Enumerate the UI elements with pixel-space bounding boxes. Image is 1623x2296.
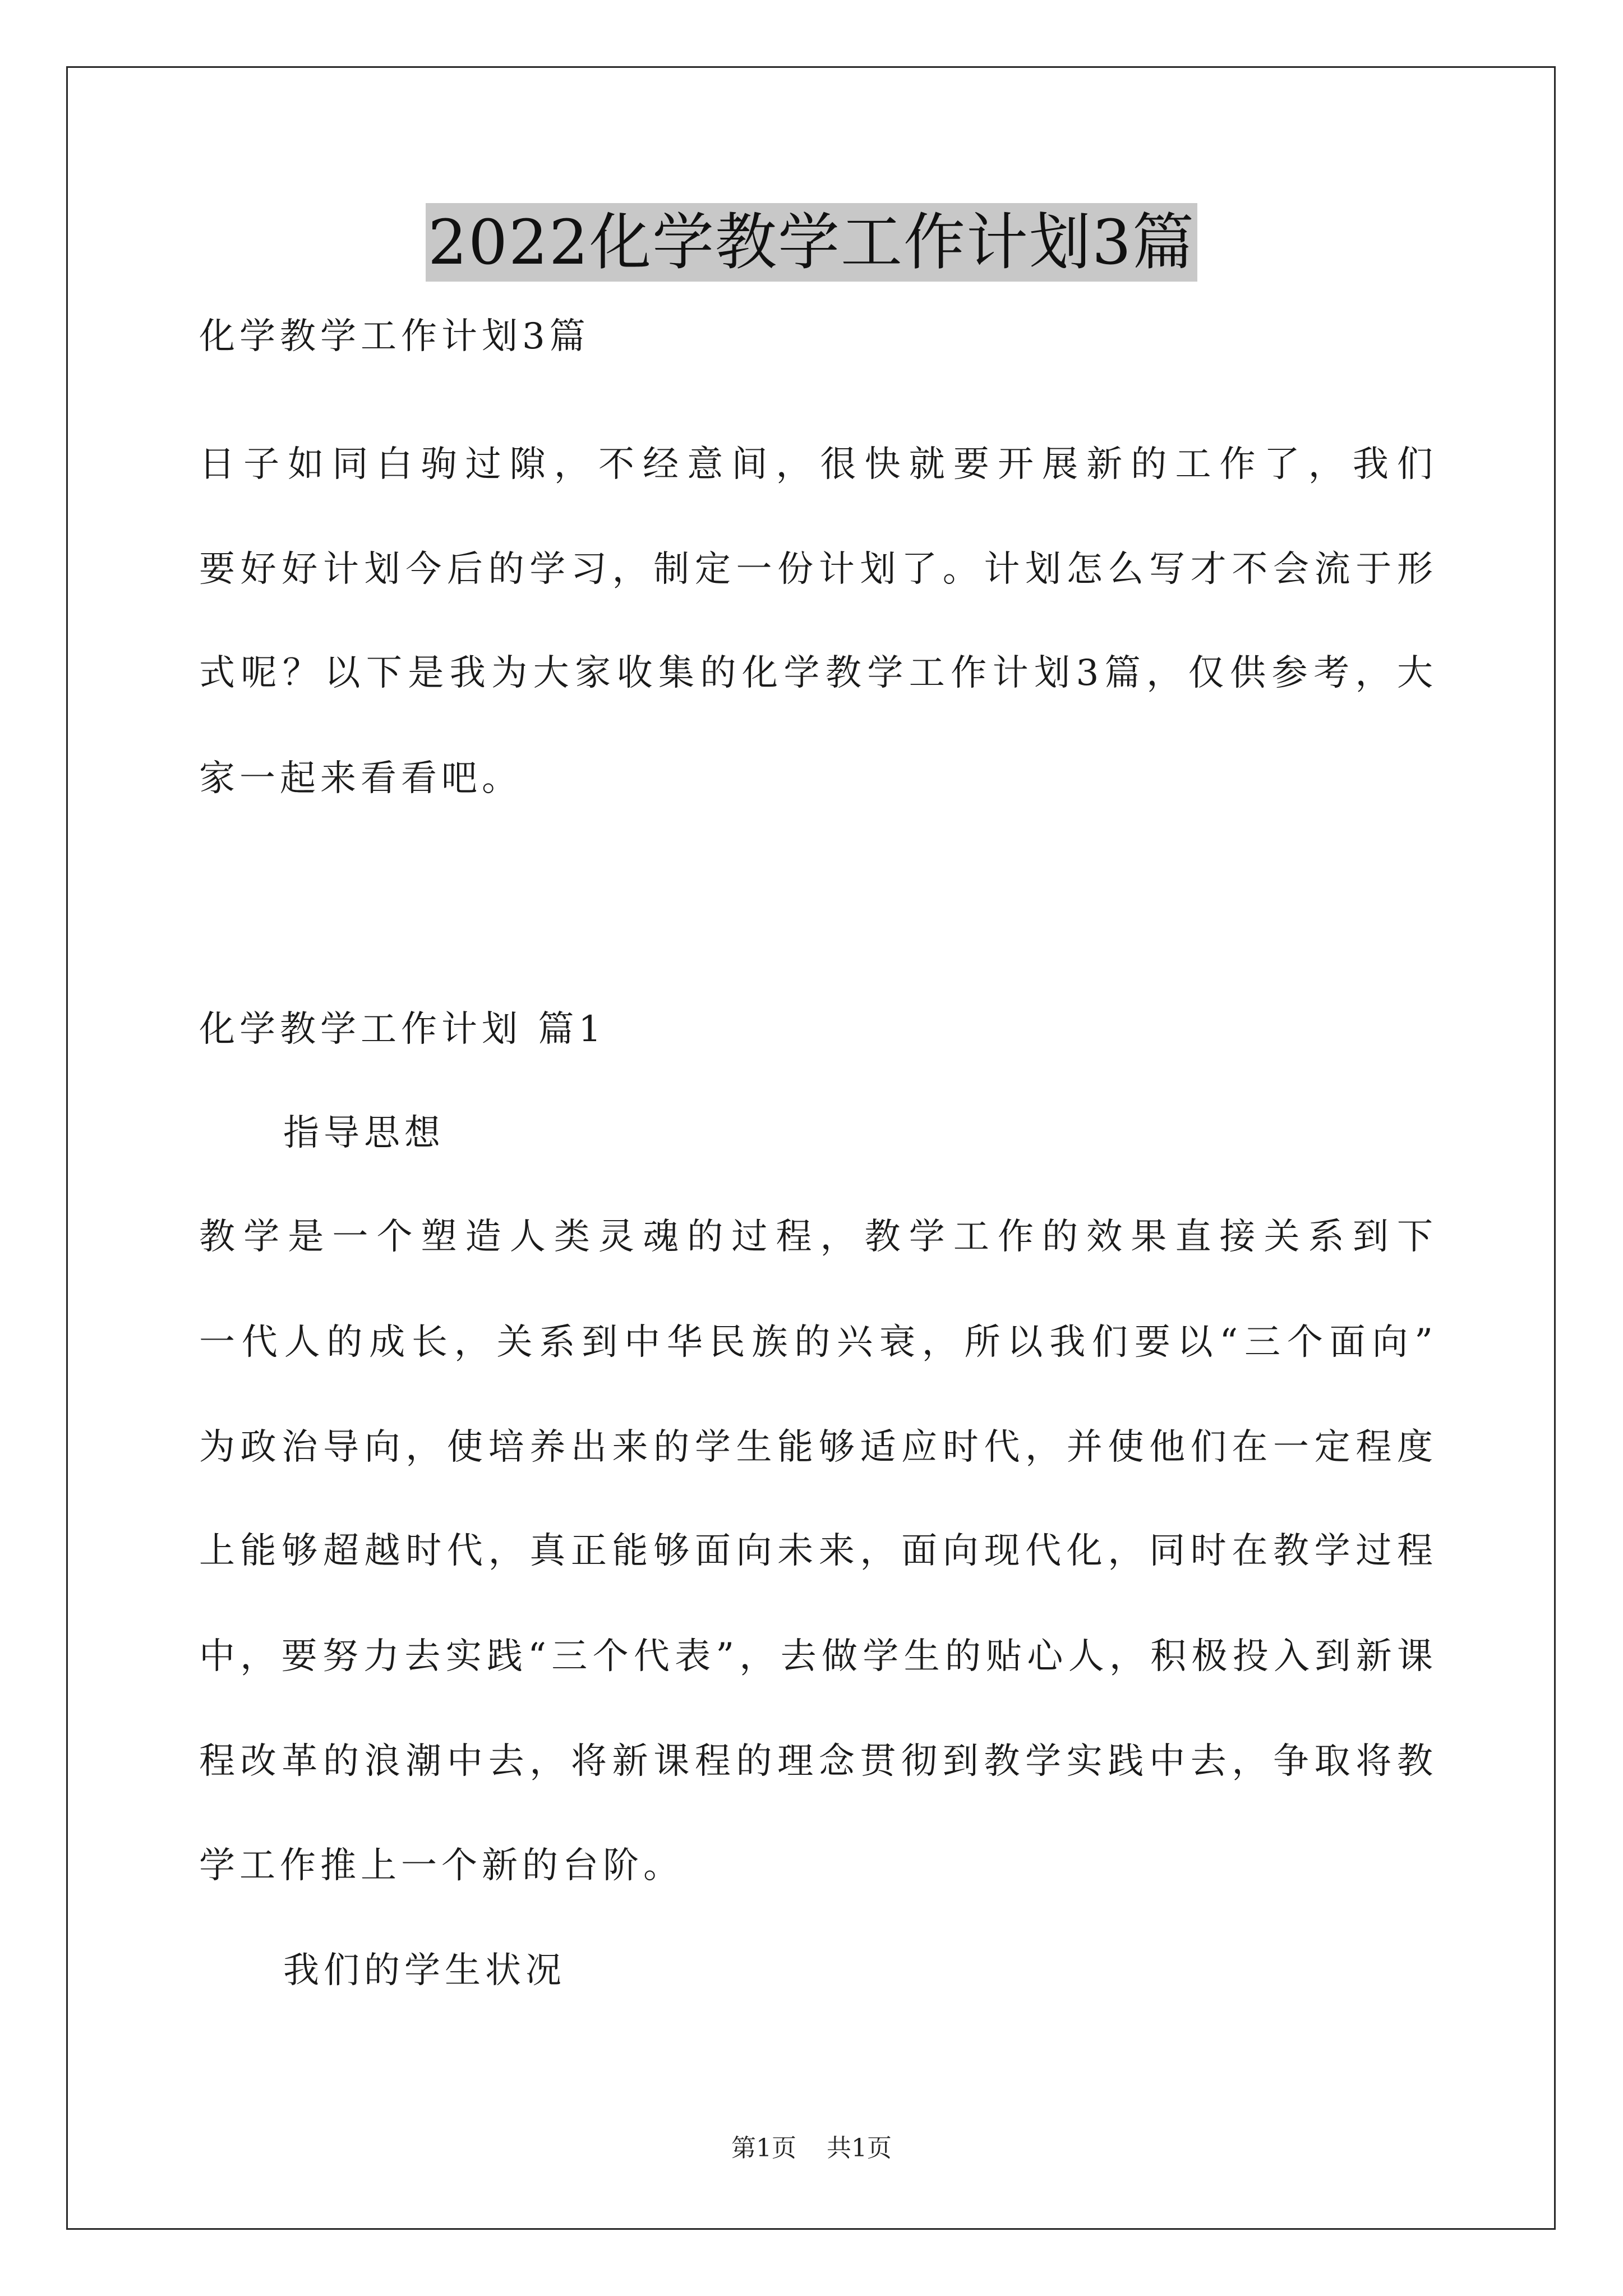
intro-line: 式呢？以下是我为大家收集的化学教学工作计划3篇，仅供参考，大 [199, 652, 1433, 694]
body-line: 上能够超越时代，真正能够面向未来，面向现代化，同时在教学过程 [199, 1530, 1433, 1572]
section-title: 化学教学工作计划 篇1 [199, 1009, 606, 1050]
page-number: 第1页 [731, 2134, 796, 2162]
intro-line: 要好好计划今后的学习，制定一份计划了。计划怎么写才不会流于形 [199, 549, 1433, 590]
intro-line: 家一起来看看吧。 [199, 758, 522, 799]
section-heading: 我们的学生状况 [283, 1950, 566, 1991]
page-footer [0, 2132, 1623, 2165]
title-container [0, 203, 1623, 282]
document-title: 2022化学教学工作计划3篇 [426, 203, 1197, 282]
page-total: 共1页 [827, 2134, 892, 2162]
section-heading: 指导思想 [283, 1112, 445, 1154]
body-line: 程改革的浪潮中去，将新课程的理念贯彻到教学实践中去，争取将教 [199, 1741, 1433, 1782]
body-line: 为政治导向，使培养出来的学生能够适应时代，并使他们在一定程度 [199, 1427, 1433, 1468]
body-line: 学工作推上一个新的台阶。 [199, 1845, 684, 1887]
body-line: 教学是一个塑造人类灵魂的过程，教学工作的效果直接关系到下 [199, 1216, 1433, 1258]
body-line: 一代人的成长，关系到中华民族的兴衰，所以我们要以“三个面向” [199, 1322, 1433, 1363]
document-subtitle: 化学教学工作计划3篇 [199, 316, 590, 357]
intro-line: 日子如同白驹过隙，不经意间，很快就要开展新的工作了，我们 [199, 444, 1433, 485]
body-line: 中，要努力去实践“三个代表”，去做学生的贴心人，积极投入到新课 [199, 1636, 1433, 1677]
